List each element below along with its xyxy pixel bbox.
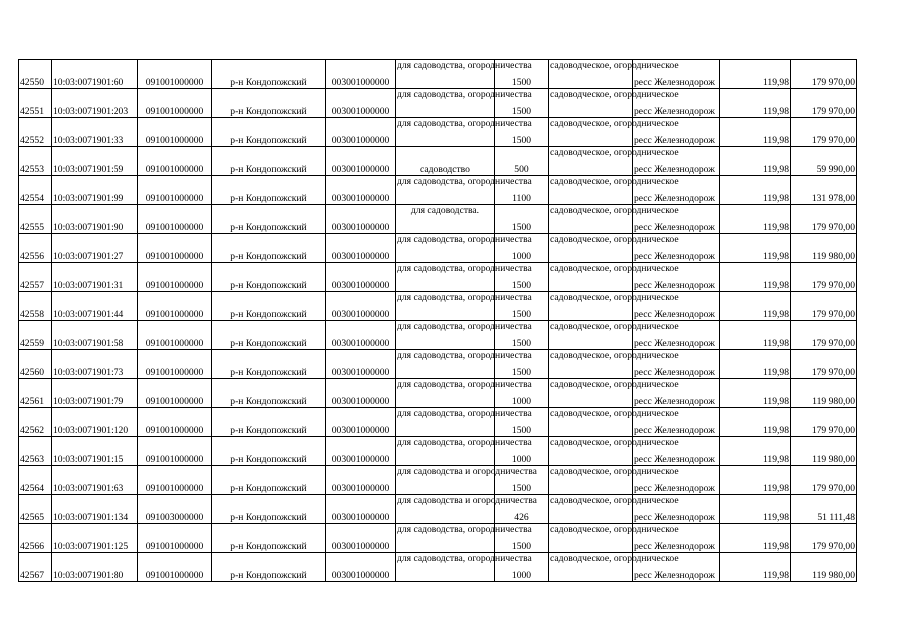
zone-code-cell: 003001000000 — [326, 147, 396, 176]
table-row — [19, 437, 857, 466]
zone-code-cell: 003001000000 — [326, 234, 396, 263]
unit-value-cell: 119,98 — [720, 234, 791, 263]
row-number-cell: 42566 — [19, 524, 52, 553]
area-cell: 500 — [495, 147, 549, 176]
cadastral-value-cell: 179 970,00 — [791, 60, 857, 89]
table-row — [19, 379, 857, 408]
permitted-use-cell: для садоводства, огородничества — [396, 553, 495, 582]
zone-code-cell: 003001000000 — [326, 321, 396, 350]
unit-value-cell: 119,98 — [720, 553, 791, 582]
address-cell: ресс Железнодорож — [633, 234, 720, 263]
district-cell: р-н Кондопожский — [212, 89, 326, 118]
cadastral-number-cell: 10:03:0071901:33 — [52, 118, 138, 147]
cadastral-value-cell: 119 980,00 — [791, 379, 857, 408]
zone-code-cell: 003001000000 — [326, 437, 396, 466]
cadastral-number-cell: 10:03:0071901:73 — [52, 350, 138, 379]
permitted-use-cell: для садоводства и огородничества — [396, 495, 495, 524]
permitted-use-cell: для садоводства и огородничества — [396, 466, 495, 495]
row-number-cell: 42550 — [19, 60, 52, 89]
land-use-type-cell: садоводческое, огородническое — [549, 437, 633, 466]
district-cell: р-н Кондопожский — [212, 466, 326, 495]
district-cell: р-н Кондопожский — [212, 234, 326, 263]
area-cell: 1500 — [495, 89, 549, 118]
zone-code-cell: 003001000000 — [326, 60, 396, 89]
table-row — [19, 234, 857, 263]
cadastral-number-cell: 10:03:0071901:80 — [52, 553, 138, 582]
zone-code-cell: 003001000000 — [326, 263, 396, 292]
table-body — [19, 60, 857, 582]
row-number-cell: 42563 — [19, 437, 52, 466]
land-use-type-cell: садоводческое, огородническое — [549, 524, 633, 553]
oktmo-code-cell: 091001000000 — [138, 553, 212, 582]
cadastral-number-cell: 10:03:0071901:125 — [52, 524, 138, 553]
table-row — [19, 408, 857, 437]
oktmo-code-cell: 091001000000 — [138, 205, 212, 234]
table-row — [19, 524, 857, 553]
cadastral-number-cell: 10:03:0071901:27 — [52, 234, 138, 263]
land-use-type-cell: садоводческое, огородническое — [549, 379, 633, 408]
area-cell: 1500 — [495, 408, 549, 437]
district-cell: р-н Кондопожский — [212, 437, 326, 466]
zone-code-cell: 003001000000 — [326, 553, 396, 582]
zone-code-cell: 003001000000 — [326, 466, 396, 495]
district-cell: р-н Кондопожский — [212, 321, 326, 350]
district-cell: р-н Кондопожский — [212, 495, 326, 524]
unit-value-cell: 119,98 — [720, 176, 791, 205]
row-number-cell: 42567 — [19, 553, 52, 582]
zone-code-cell: 003001000000 — [326, 495, 396, 524]
district-cell: р-н Кондопожский — [212, 263, 326, 292]
district-cell: р-н Кондопожский — [212, 60, 326, 89]
oktmo-code-cell: 091001000000 — [138, 234, 212, 263]
row-number-cell: 42560 — [19, 350, 52, 379]
row-number-cell: 42552 — [19, 118, 52, 147]
cadastral-value-cell: 119 980,00 — [791, 234, 857, 263]
table-row — [19, 292, 857, 321]
cadastral-number-cell: 10:03:0071901:63 — [52, 466, 138, 495]
permitted-use-cell: для садоводства, огородничества — [396, 292, 495, 321]
unit-value-cell: 119,98 — [720, 292, 791, 321]
unit-value-cell: 119,98 — [720, 263, 791, 292]
table-row — [19, 466, 857, 495]
unit-value-cell: 119,98 — [720, 350, 791, 379]
unit-value-cell: 119,98 — [720, 89, 791, 118]
oktmo-code-cell: 091001000000 — [138, 118, 212, 147]
land-use-type-cell: садоводческое, огородническое — [549, 205, 633, 234]
zone-code-cell: 003001000000 — [326, 176, 396, 205]
row-number-cell: 42554 — [19, 176, 52, 205]
district-cell: р-н Кондопожский — [212, 118, 326, 147]
permitted-use-cell: для садоводства, огородничества — [396, 321, 495, 350]
address-cell: ресс Железнодорож — [633, 118, 720, 147]
area-cell: 1500 — [495, 350, 549, 379]
address-cell: ресс Железнодорож — [633, 524, 720, 553]
oktmo-code-cell: 091001000000 — [138, 263, 212, 292]
oktmo-code-cell: 091001000000 — [138, 321, 212, 350]
unit-value-cell: 119,98 — [720, 118, 791, 147]
cadastral-number-cell: 10:03:0071901:31 — [52, 263, 138, 292]
zone-code-cell: 003001000000 — [326, 89, 396, 118]
unit-value-cell: 119,98 — [720, 321, 791, 350]
address-cell: ресс Железнодорож — [633, 437, 720, 466]
permitted-use-cell: для садоводства, огородничества — [396, 176, 495, 205]
land-use-type-cell: садоводческое, огородническое — [549, 60, 633, 89]
cadastral-value-cell: 119 980,00 — [791, 437, 857, 466]
land-use-type-cell: садоводческое, огородническое — [549, 118, 633, 147]
address-cell: ресс Железнодорож — [633, 466, 720, 495]
area-cell: 1000 — [495, 437, 549, 466]
area-cell: 1500 — [495, 263, 549, 292]
table-row — [19, 60, 857, 89]
unit-value-cell: 119,98 — [720, 205, 791, 234]
address-cell: ресс Железнодорож — [633, 60, 720, 89]
cadastral-number-cell: 10:03:0071901:99 — [52, 176, 138, 205]
cadastral-value-cell: 179 970,00 — [791, 408, 857, 437]
area-cell: 1500 — [495, 524, 549, 553]
area-cell: 1000 — [495, 234, 549, 263]
table-row — [19, 89, 857, 118]
oktmo-code-cell: 091001000000 — [138, 292, 212, 321]
area-cell: 1500 — [495, 60, 549, 89]
district-cell: р-н Кондопожский — [212, 408, 326, 437]
address-cell: ресс Железнодорож — [633, 408, 720, 437]
oktmo-code-cell: 091001000000 — [138, 176, 212, 205]
zone-code-cell: 003001000000 — [326, 118, 396, 147]
row-number-cell: 42562 — [19, 408, 52, 437]
zone-code-cell: 003001000000 — [326, 350, 396, 379]
address-cell: ресс Железнодорож — [633, 147, 720, 176]
address-cell: ресс Железнодорож — [633, 379, 720, 408]
permitted-use-cell: для садоводства, огородничества — [396, 524, 495, 553]
permitted-use-cell: для садоводства. — [396, 205, 495, 234]
oktmo-code-cell: 091001000000 — [138, 147, 212, 176]
row-number-cell: 42564 — [19, 466, 52, 495]
table-row — [19, 350, 857, 379]
address-cell: ресс Железнодорож — [633, 350, 720, 379]
district-cell: р-н Кондопожский — [212, 553, 326, 582]
table-row — [19, 147, 857, 176]
cadastral-number-cell: 10:03:0071901:59 — [52, 147, 138, 176]
land-use-type-cell: садоводческое, огородническое — [549, 495, 633, 524]
oktmo-code-cell: 091001000000 — [138, 379, 212, 408]
table-row — [19, 205, 857, 234]
area-cell: 1500 — [495, 292, 549, 321]
unit-value-cell: 119,98 — [720, 379, 791, 408]
land-use-type-cell: садоводческое, огородническое — [549, 234, 633, 263]
table-row — [19, 553, 857, 582]
parcel-registry-table — [18, 59, 857, 582]
permitted-use-cell: для садоводства, огородничества — [396, 60, 495, 89]
zone-code-cell: 003001000000 — [326, 524, 396, 553]
area-cell: 1100 — [495, 176, 549, 205]
table-row — [19, 176, 857, 205]
cadastral-number-cell: 10:03:0071901:44 — [52, 292, 138, 321]
zone-code-cell: 003001000000 — [326, 292, 396, 321]
permitted-use-cell: для садоводства, огородничества — [396, 118, 495, 147]
row-number-cell: 42558 — [19, 292, 52, 321]
cadastral-number-cell: 10:03:0071901:203 — [52, 89, 138, 118]
zone-code-cell: 003001000000 — [326, 205, 396, 234]
row-number-cell: 42561 — [19, 379, 52, 408]
address-cell: ресс Железнодорож — [633, 321, 720, 350]
cadastral-value-cell: 179 970,00 — [791, 118, 857, 147]
district-cell: р-н Кондопожский — [212, 176, 326, 205]
unit-value-cell: 119,98 — [720, 437, 791, 466]
land-use-type-cell: садоводческое, огородническое — [549, 89, 633, 118]
table-row — [19, 118, 857, 147]
permitted-use-cell: для садоводства, огородничества — [396, 379, 495, 408]
oktmo-code-cell: 091001000000 — [138, 408, 212, 437]
area-cell: 1500 — [495, 466, 549, 495]
cadastral-number-cell: 10:03:0071901:58 — [52, 321, 138, 350]
table-row — [19, 263, 857, 292]
table-row — [19, 321, 857, 350]
cadastral-value-cell: 179 970,00 — [791, 89, 857, 118]
oktmo-code-cell: 091003000000 — [138, 495, 212, 524]
land-use-type-cell: садоводческое, огородническое — [549, 176, 633, 205]
oktmo-code-cell: 091001000000 — [138, 60, 212, 89]
cadastral-number-cell: 10:03:0071901:15 — [52, 437, 138, 466]
address-cell: ресс Железнодорож — [633, 89, 720, 118]
unit-value-cell: 119,98 — [720, 524, 791, 553]
cadastral-value-cell: 179 970,00 — [791, 466, 857, 495]
area-cell: 1500 — [495, 321, 549, 350]
land-use-type-cell: садоводческое, огородническое — [549, 350, 633, 379]
area-cell: 426 — [495, 495, 549, 524]
cadastral-value-cell: 179 970,00 — [791, 350, 857, 379]
cadastral-value-cell: 179 970,00 — [791, 524, 857, 553]
area-cell: 1500 — [495, 118, 549, 147]
oktmo-code-cell: 091001000000 — [138, 437, 212, 466]
address-cell: ресс Железнодорож — [633, 205, 720, 234]
oktmo-code-cell: 091001000000 — [138, 466, 212, 495]
permitted-use-cell: для садоводства, огородничества — [396, 234, 495, 263]
permitted-use-cell: для садоводства, огородничества — [396, 89, 495, 118]
unit-value-cell: 119,98 — [720, 60, 791, 89]
cadastral-number-cell: 10:03:0071901:90 — [52, 205, 138, 234]
oktmo-code-cell: 091001000000 — [138, 350, 212, 379]
cadastral-value-cell: 119 980,00 — [791, 553, 857, 582]
row-number-cell: 42557 — [19, 263, 52, 292]
district-cell: р-н Кондопожский — [212, 147, 326, 176]
land-use-type-cell: садоводческое, огородническое — [549, 321, 633, 350]
address-cell: ресс Железнодорож — [633, 495, 720, 524]
cadastral-value-cell: 179 970,00 — [791, 205, 857, 234]
cadastral-value-cell: 131 978,00 — [791, 176, 857, 205]
area-cell: 1000 — [495, 553, 549, 582]
land-use-type-cell: садоводческое, огородническое — [549, 408, 633, 437]
unit-value-cell: 119,98 — [720, 466, 791, 495]
address-cell: ресс Железнодорож — [633, 263, 720, 292]
row-number-cell: 42559 — [19, 321, 52, 350]
cadastral-value-cell: 59 990,00 — [791, 147, 857, 176]
cadastral-value-cell: 179 970,00 — [791, 321, 857, 350]
district-cell: р-н Кондопожский — [212, 292, 326, 321]
row-number-cell: 42556 — [19, 234, 52, 263]
cadastral-number-cell: 10:03:0071901:134 — [52, 495, 138, 524]
permitted-use-cell: для садоводства, огородничества — [396, 263, 495, 292]
permitted-use-cell: для садоводства, огородничества — [396, 350, 495, 379]
permitted-use-cell: садоводство — [396, 147, 495, 176]
oktmo-code-cell: 091001000000 — [138, 89, 212, 118]
cadastral-value-cell: 51 111,48 — [791, 495, 857, 524]
land-use-type-cell: садоводческое, огородническое — [549, 553, 633, 582]
land-use-type-cell: садоводческое, огородническое — [549, 263, 633, 292]
cadastral-value-cell: 179 970,00 — [791, 263, 857, 292]
cadastral-number-cell: 10:03:0071901:60 — [52, 60, 138, 89]
land-use-type-cell: садоводческое, огородническое — [549, 147, 633, 176]
area-cell: 1500 — [495, 205, 549, 234]
unit-value-cell: 119,98 — [720, 408, 791, 437]
zone-code-cell: 003001000000 — [326, 379, 396, 408]
permitted-use-cell: для садоводства, огородничества — [396, 437, 495, 466]
address-cell: ресс Железнодорож — [633, 553, 720, 582]
land-use-type-cell: садоводческое, огородническое — [549, 292, 633, 321]
cadastral-number-cell: 10:03:0071901:79 — [52, 379, 138, 408]
permitted-use-cell: для садоводства, огородничества — [396, 408, 495, 437]
address-cell: ресс Железнодорож — [633, 292, 720, 321]
table-row — [19, 495, 857, 524]
district-cell: р-н Кондопожский — [212, 379, 326, 408]
area-cell: 1000 — [495, 379, 549, 408]
row-number-cell: 42551 — [19, 89, 52, 118]
unit-value-cell: 119,98 — [720, 147, 791, 176]
address-cell: ресс Железнодорож — [633, 176, 720, 205]
district-cell: р-н Кондопожский — [212, 205, 326, 234]
row-number-cell: 42565 — [19, 495, 52, 524]
zone-code-cell: 003001000000 — [326, 408, 396, 437]
land-use-type-cell: садоводческое, огородническое — [549, 466, 633, 495]
oktmo-code-cell: 091001000000 — [138, 524, 212, 553]
cadastral-value-cell: 179 970,00 — [791, 292, 857, 321]
district-cell: р-н Кондопожский — [212, 350, 326, 379]
unit-value-cell: 119,98 — [720, 495, 791, 524]
cadastral-number-cell: 10:03:0071901:120 — [52, 408, 138, 437]
row-number-cell: 42553 — [19, 147, 52, 176]
district-cell: р-н Кондопожский — [212, 524, 326, 553]
row-number-cell: 42555 — [19, 205, 52, 234]
